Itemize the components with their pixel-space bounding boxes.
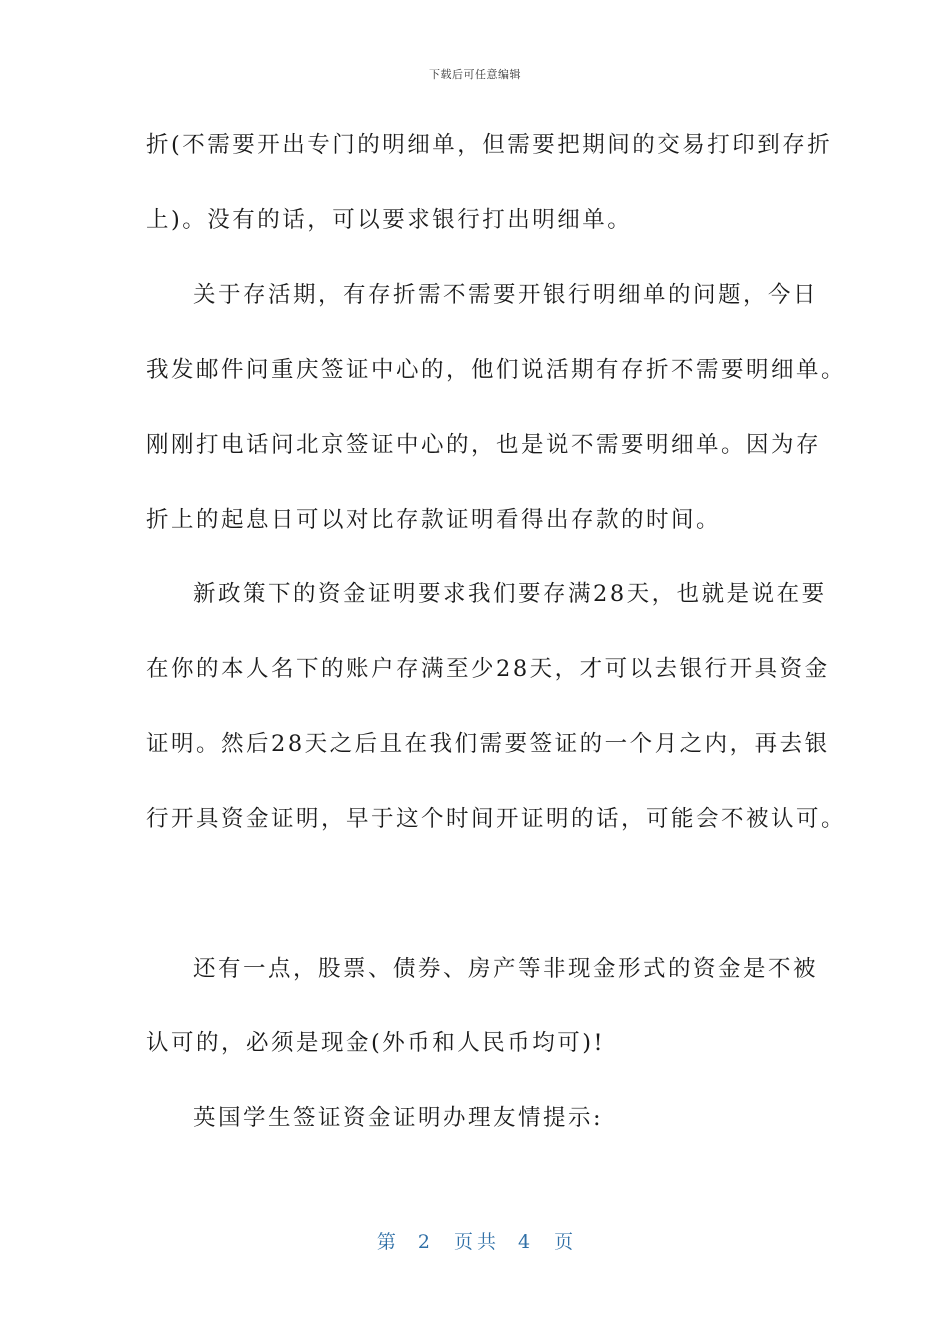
paragraph-line: 上)。没有的话，可以要求银行打出明细单。 (146, 207, 633, 233)
paragraph-line: 行开具资金证明，早于这个时间开证明的话，可能会不被认可。 (146, 806, 847, 832)
paragraph-line: 在你的本人名下的账户存满至少28天，才可以去银行开具资金 (146, 656, 830, 682)
paragraph-line: 认可的，必须是现金(外币和人民币均可)! (146, 1030, 606, 1056)
paragraph-line: 折上的起息日可以对比存款证明看得出存款的时间。 (146, 507, 722, 533)
page-footer (0, 1227, 950, 1254)
page-header: 下载后可任意编辑 (429, 68, 521, 81)
paragraph-line: 折(不需要开出专门的明细单，但需要把期间的交易打印到存折 (146, 132, 833, 158)
footer-ye: 页 (453, 1231, 473, 1253)
paragraph-line: 关于存活期，有存折需不需要开银行明细单的问题，今日 (193, 282, 819, 308)
paragraph-line: 英国学生签证资金证明办理友情提示: (193, 1105, 604, 1131)
footer-gong: 共 (477, 1231, 497, 1253)
paragraph-line: 我发邮件问重庆签证中心的，他们说活期有存折不需要明细单。 (146, 357, 847, 383)
paragraph-line: 还有一点，股票、债券、房产等非现金形式的资金是不被 (193, 956, 819, 982)
footer-di: 第 (376, 1231, 396, 1253)
paragraph-line: 刚刚打电话问北京签证中心的，也是说不需要明细单。因为存 (146, 432, 822, 458)
footer-total-pages: 4 (518, 1231, 531, 1253)
paragraph-line: 新政策下的资金证明要求我们要存满28天，也就是说在要 (193, 581, 827, 607)
footer-page-number: 2 (417, 1231, 430, 1253)
paragraph-line: 证明。然后28天之后且在我们需要签证的一个月之内，再去银 (146, 731, 830, 757)
footer-ye2: 页 (554, 1231, 574, 1253)
